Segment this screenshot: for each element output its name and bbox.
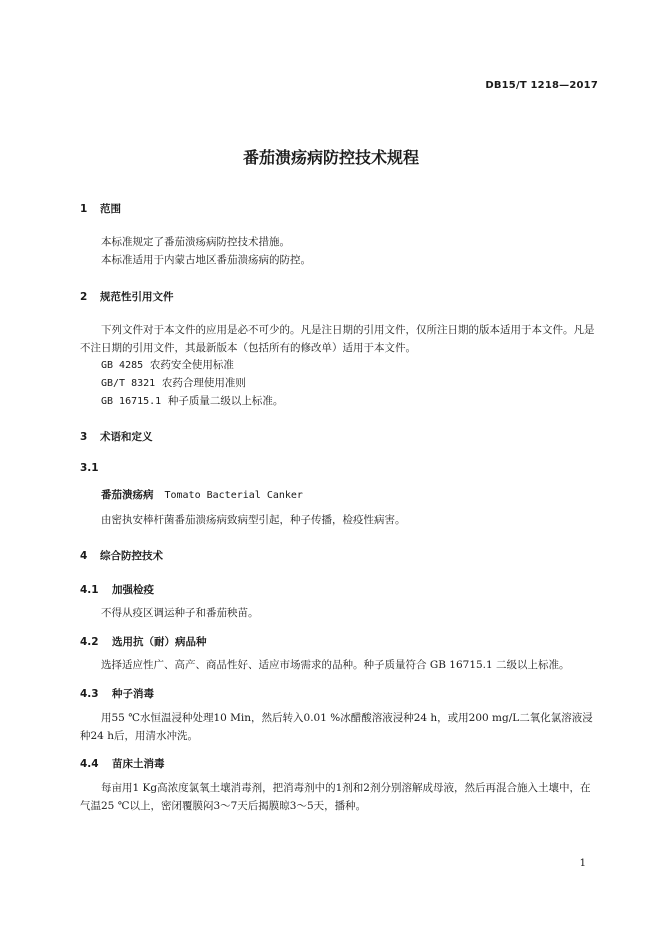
- section-number: 4: [80, 550, 88, 562]
- section-title: 规范性引用文件: [100, 291, 174, 303]
- subsection-4-3-heading: [80, 686, 154, 701]
- section-2-heading: [80, 289, 174, 304]
- term-definition: 由密执安棒杆菌番茄溃疡病致病型引起，种子传播，检疫性病害。: [101, 514, 406, 526]
- subsection-title: 加强检疫: [112, 584, 154, 596]
- reference-item: [101, 357, 234, 372]
- reference-name: 农药合理使用准则: [161, 377, 246, 389]
- reference-item: [101, 393, 283, 408]
- section-number: 3: [80, 431, 88, 443]
- reference-item: [101, 375, 246, 390]
- standard-code: DB15/T 1218—2017: [485, 80, 598, 91]
- document-title: 番茄溃疡病防控技术规程: [242, 148, 419, 167]
- subsection-title: 苗床土消毒: [112, 758, 165, 770]
- section-1-heading: [80, 201, 121, 216]
- term-entry: [101, 487, 303, 502]
- subsection-title: 选用抗（耐）病品种: [112, 636, 207, 648]
- subsection-4-4-text: 每亩用1 Kg高浓度氯氧土壤消毒剂，把消毒剂中的1剂和2剂分别溶解成母液，然后再混合施入土壤中，在气温25 ℃以上，密闭覆膜闷3～7天后揭膜晾3～5天，播种。: [80, 782, 591, 812]
- section-2-paragraph: 下列文件对于本文件的应用是必不可少的。凡是注日期的引用文件，仅所注日期的版本适用于本文件。凡是不注日期的引用文件，其最新版本（包括所有的修改单）适用于本文件。: [80, 324, 595, 354]
- subsection-4-1-text: 不得从疫区调运种子和番茄秧苗。: [101, 607, 259, 619]
- subsection-4-1-heading: [80, 582, 154, 597]
- subsection-4-2-text: 选择适应性广、高产、商品性好、适应市场需求的品种。种子质量符合 GB 16715.1 二级以上标准。: [101, 659, 570, 671]
- section-title: 综合防控技术: [100, 550, 163, 562]
- reference-name: 农药安全使用标准: [149, 359, 234, 371]
- subsection-number: 4.3: [80, 688, 99, 700]
- section-1-paragraph-2: 本标准适用于内蒙古地区番茄溃疡病的防控。: [101, 254, 311, 266]
- term-chinese: 番茄溃疡病: [101, 489, 154, 501]
- subsection-number: 4.4: [80, 758, 99, 770]
- subsection-number: 4.1: [80, 584, 99, 596]
- section-1-paragraph-1: 本标准规定了番茄溃疡病防控技术措施。: [101, 236, 290, 248]
- subsection-3-1-number: 3.1: [80, 462, 99, 474]
- subsection-number: 4.2: [80, 636, 99, 648]
- section-number: 1: [80, 203, 88, 215]
- section-title: 范围: [100, 203, 121, 215]
- subsection-title: 种子消毒: [112, 688, 154, 700]
- section-4-heading: [80, 548, 163, 563]
- reference-code: GB 16715.1: [101, 396, 162, 407]
- subsection-4-3-text: 用55 ℃水恒温浸种处理10 Min，然后转入0.01 %冰醋酸溶液浸种24 h，或用200 mg/L二氧化氯溶液浸种24 h后，用清水冲洗。: [80, 712, 593, 742]
- page-number: 1: [579, 858, 586, 869]
- reference-name: 种子质量二级以上标准。: [167, 395, 284, 407]
- term-english: Tomato Bacterial Canker: [164, 490, 303, 501]
- reference-code: GB/T 8321: [101, 378, 156, 389]
- section-number: 2: [80, 291, 88, 303]
- section-title: 术语和定义: [100, 431, 153, 443]
- subsection-4-4-heading: [80, 756, 165, 771]
- reference-code: GB 4285: [101, 360, 144, 371]
- section-3-heading: [80, 429, 153, 444]
- subsection-4-2-heading: [80, 634, 207, 649]
